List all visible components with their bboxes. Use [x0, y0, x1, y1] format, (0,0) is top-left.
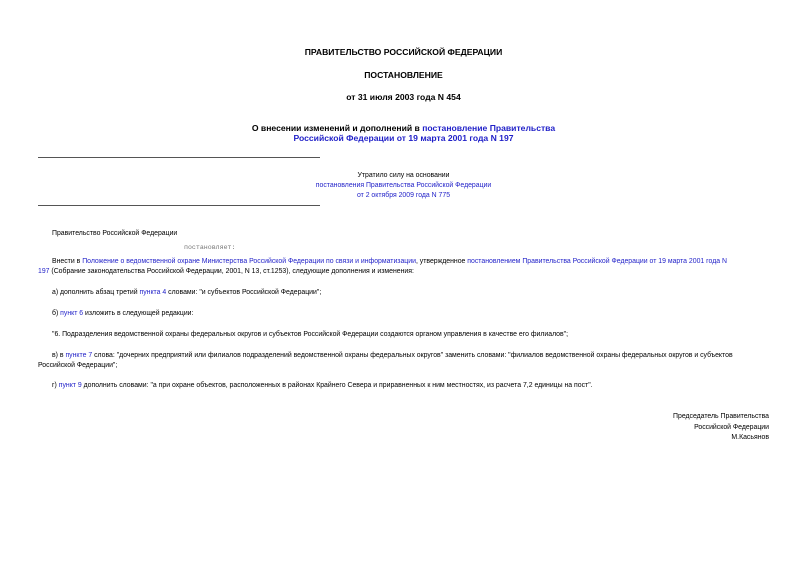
status-link-2-row	[0, 191, 807, 201]
doc-type-heading: ПОСТАНОВЛЕНИЕ	[364, 70, 443, 80]
title-link-resolution[interactable]: постановление Правительства	[422, 123, 556, 133]
paragraph-g	[38, 381, 782, 391]
document-title-line2	[0, 133, 807, 143]
pv-text-a: в) в	[52, 352, 66, 359]
paragraph-v-line1	[38, 351, 768, 361]
title-link-resolution-date[interactable]: Российской Федерации от 19 марта 2001 года N 197	[293, 133, 514, 143]
pa-text-b: словами: "и субъектов Российской Федерации";	[166, 289, 322, 296]
pg-text-a: г)	[52, 382, 59, 389]
link-point-9[interactable]: пункт 9	[58, 382, 82, 389]
p1-text-b: , утвержденное	[415, 258, 468, 265]
link-regulation[interactable]: Положение о ведомственной охране Министерства Российской Федерации по связи и информатизации	[82, 258, 416, 265]
link-point-6[interactable]: пункт 6	[60, 310, 84, 317]
pg-text-b: дополнить словами: "а при охране объектов, расположенных в районах Крайнего Севера и приравненных к ним местностях, из расчета 7,2 единицы на пост".	[81, 382, 593, 389]
pb-text-a: б)	[52, 310, 61, 317]
pa-text-a: а) дополнить абзац третий	[52, 289, 140, 296]
decree-text: постановляет:	[184, 244, 236, 251]
link-resolution-2001[interactable]: постановлением Правительства Российской Федерации от 19 марта 2001 года N	[467, 258, 727, 265]
status-link-date[interactable]: от 2 октября 2009 года N 775	[356, 192, 451, 199]
link-resolution-2001-number[interactable]: 197	[38, 268, 50, 275]
signature-name: М.Касьянов	[731, 434, 769, 441]
status-link-resolution[interactable]: постановления Правительства Российской Федерации	[315, 182, 492, 189]
date-number: от 31 июля 2003 года N 454	[346, 92, 461, 102]
pv-text-b: слова: "дочерних предприятий или филиалов подразделений ведомственной охраны федеральных округов" заменить словами: "филиалов ведомственной охраны федеральных округов и субъектов	[92, 352, 733, 359]
document-title-line1	[0, 123, 807, 133]
paragraph-v	[38, 351, 768, 371]
pb-text-b: изложить в следующей редакции:	[83, 310, 194, 317]
p1-text-a: Внести в	[52, 258, 83, 265]
intro-paragraph: Правительство Российской Федерации	[52, 230, 178, 237]
paragraph-v-line2: Российской Федерации";	[38, 362, 118, 369]
status-link-1-row	[0, 181, 807, 191]
title-prefix: О внесении изменений и дополнений в	[251, 123, 423, 133]
government-heading: ПРАВИТЕЛЬСТВО РОССИЙСКОЙ ФЕДЕРАЦИИ	[304, 47, 503, 57]
paragraph-b	[38, 309, 782, 319]
link-point-4[interactable]: пункта 4	[139, 289, 167, 296]
paragraph-point-6-text: "6. Подразделения ведомственной охраны федеральных округов и субъектов Российской Федерации создаются органом управления в качестве его филиалов";	[52, 331, 569, 338]
link-point-7[interactable]: пункте 7	[65, 352, 93, 359]
status-line: Утратило силу на основании	[357, 172, 450, 179]
divider-bottom	[38, 205, 320, 206]
paragraph-main-line1	[38, 257, 768, 267]
paragraph-a	[38, 288, 782, 298]
signature-org: Российской Федерации	[694, 424, 769, 431]
decree-word	[184, 243, 384, 253]
signature-title: Председатель Правительства	[673, 413, 769, 420]
p1-text-c: (Собрание законодательства Российской Федерации, 2001, N 13, ст.1253), следующие дополнения и изменения:	[49, 268, 414, 275]
paragraph-main	[38, 257, 768, 277]
divider-top	[38, 157, 320, 158]
paragraph-main-line2	[38, 267, 768, 277]
